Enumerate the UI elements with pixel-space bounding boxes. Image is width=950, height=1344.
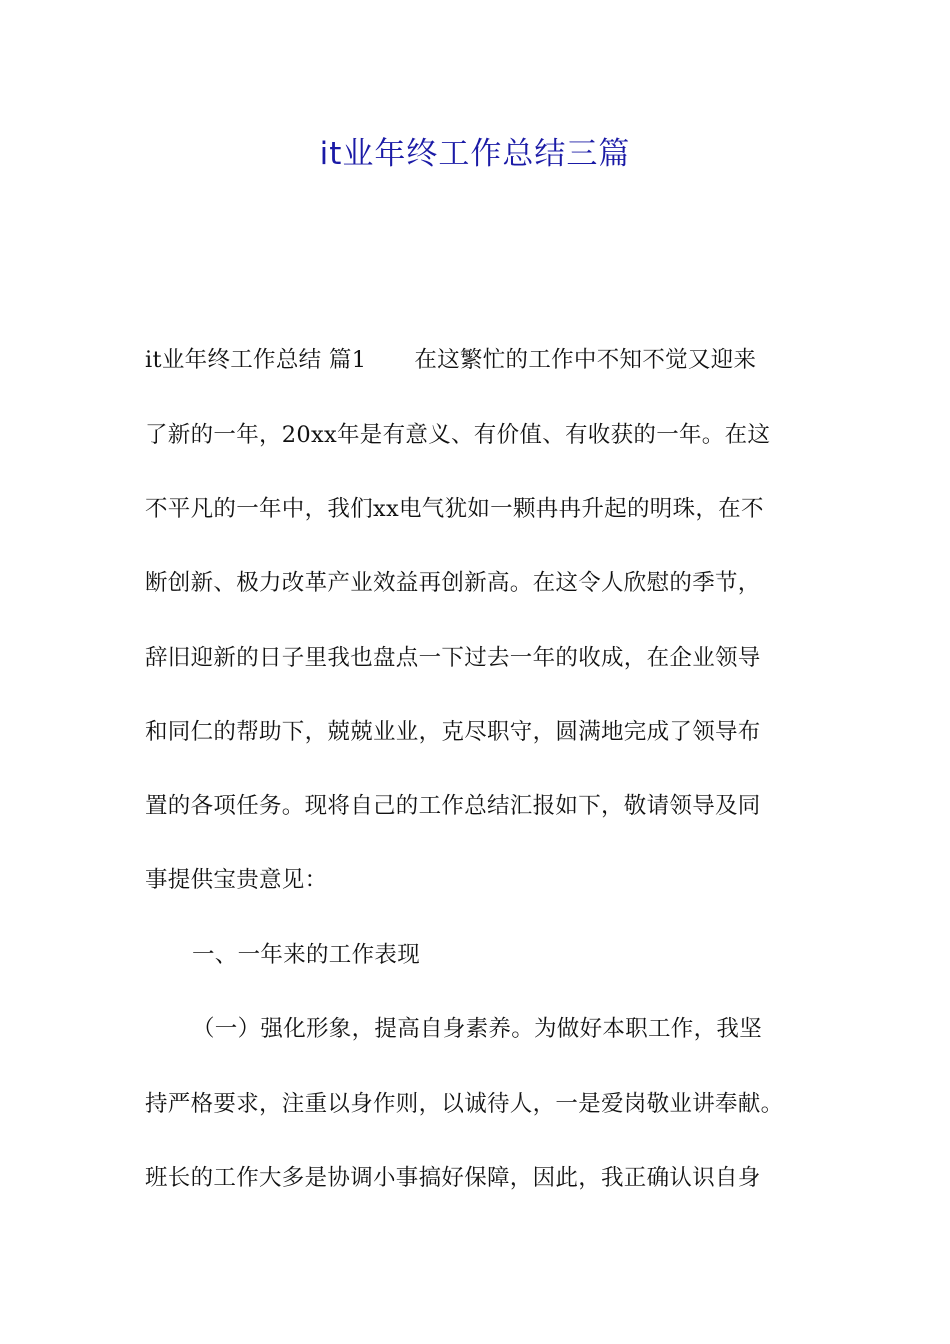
line-text: 在这繁忙的工作中不知不觉又迎来 bbox=[414, 347, 757, 373]
subsection-heading: 一、一年来的工作表现 bbox=[192, 942, 421, 968]
paragraph-line: 和同仁的帮助下，兢兢业业，克尽职守，圆满地完成了领导布 bbox=[145, 719, 761, 745]
paragraph-line: 了新的一年，20xx年是有意义、有价值、有收获的一年。在这 bbox=[145, 422, 771, 448]
paragraph-line: 班长的工作大多是协调小事搞好保障，因此，我正确认识自身 bbox=[145, 1165, 761, 1191]
paragraph-line: 持严格要求，注重以身作则，以诚待人，一是爱岗敬业讲奉献。 bbox=[145, 1091, 784, 1117]
paragraph-line: 辞旧迎新的日子里我也盘点一下过去一年的收成，在企业领导 bbox=[145, 645, 761, 671]
paragraph-line: 事提供宝贵意见： bbox=[145, 867, 328, 893]
document-title: it业年终工作总结三篇 bbox=[319, 136, 631, 172]
section-heading: it业年终工作总结 篇1 bbox=[145, 347, 367, 373]
paragraph-line bbox=[145, 340, 835, 380]
paragraph-line: （一）强化形象，提高自身素养。为做好本职工作，我坚 bbox=[192, 1016, 763, 1042]
paragraph-line: 不平凡的一年中，我们xx电气犹如一颗冉冉升起的明珠，在不 bbox=[145, 496, 764, 522]
paragraph-line: 断创新、极力改革产业效益再创新高。在这令人欣慰的季节， bbox=[145, 570, 761, 596]
paragraph-line: 置的各项任务。现将自己的工作总结汇报如下，敬请领导及同 bbox=[145, 793, 761, 819]
